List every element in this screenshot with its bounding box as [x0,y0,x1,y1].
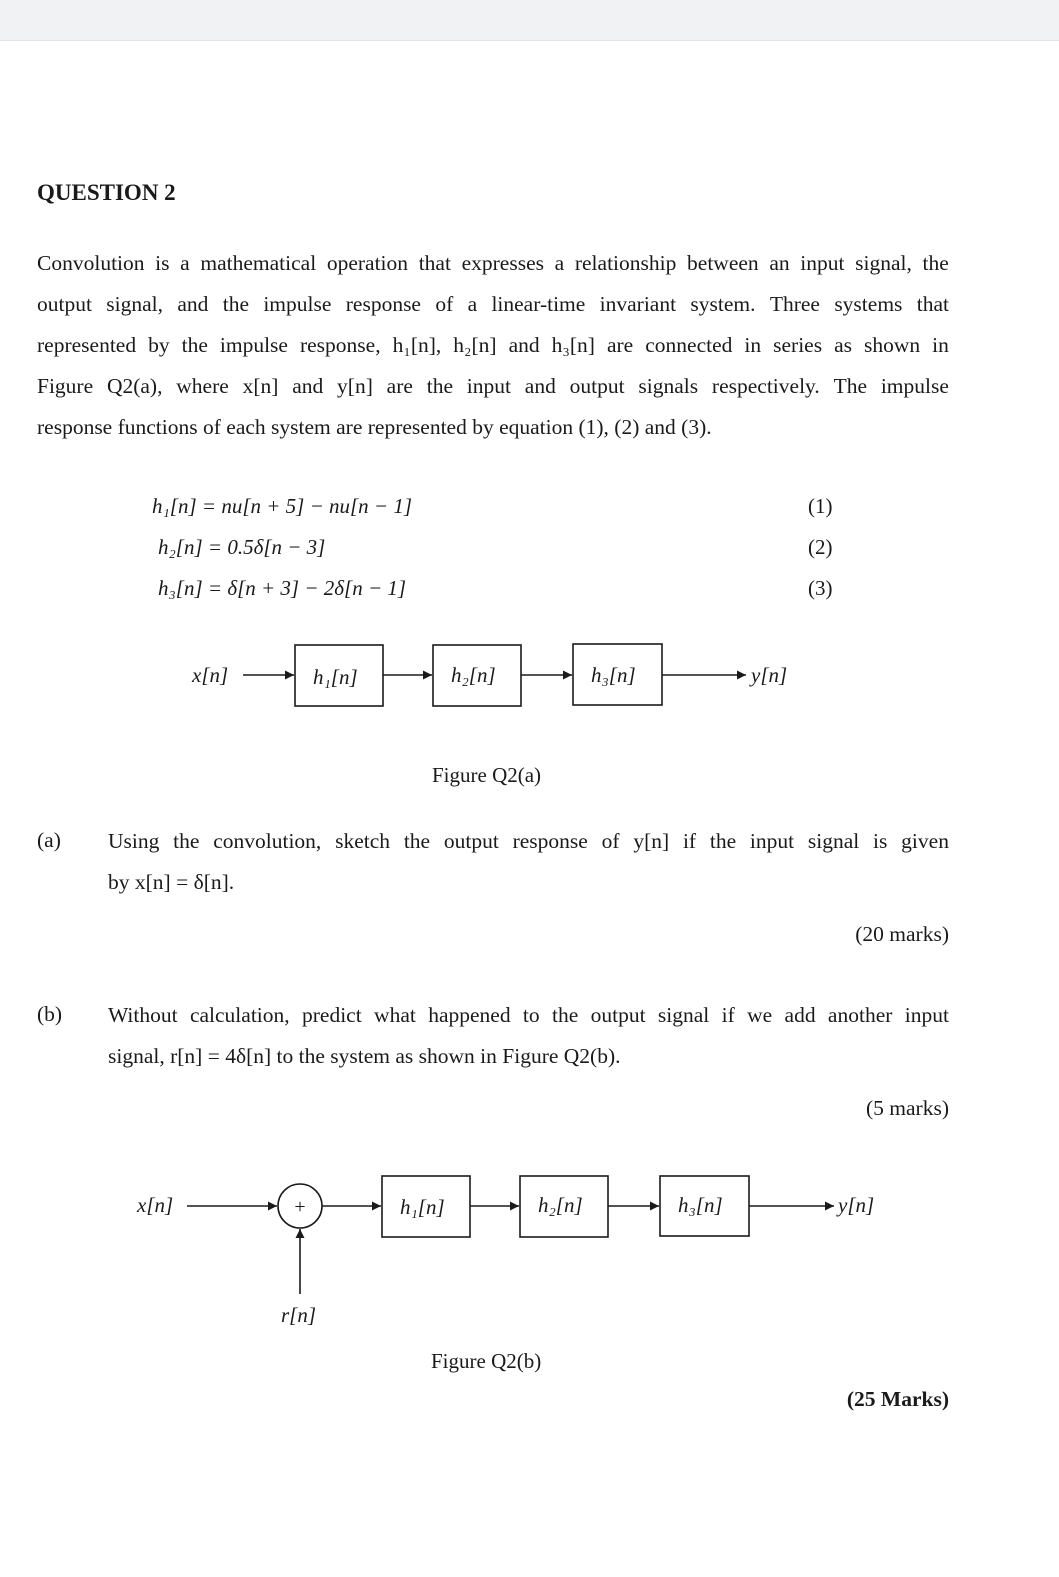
adder-plus-label: + [294,1196,306,1218]
figure-b-block-label-h1: h₁[n] [400,1195,445,1219]
equation-number-3: (3) [808,576,833,600]
part-b-text [108,995,949,1077]
part-b-label: (b) [37,1002,63,1026]
intro-line: response functions of each system are represented by equation (1), (2) and (3). [37,415,712,439]
part-b-marks: (5 marks) [866,1096,949,1120]
figure-a-caption: Figure Q2(a) [432,763,542,787]
equation-number-1: (1) [808,494,833,518]
figure-a-block-label-h3: h₃[n] [591,663,636,687]
figure-b-block-label-h2: h₂[n] [538,1193,583,1217]
part-a-text [108,821,949,903]
equation-number-2: (2) [808,535,833,559]
part-a-line: by x[n] = δ[n]. [108,870,235,894]
figure-a-output-label: y[n] [751,663,788,687]
part-b-line: Without calculation, predict what happened to the output signal if we add another input [108,1003,949,1027]
equation-2: h₂[n] = 0.5δ[n − 3] [158,535,326,559]
question-title: QUESTION 2 [37,180,176,205]
figure-b-input-label: x[n] [137,1193,174,1217]
figure-b-block-label-h3: h₃[n] [678,1193,723,1217]
total-marks: (25 Marks) [846,1387,949,1411]
equation-3: h₃[n] = δ[n + 3] − 2δ[n − 1] [158,576,407,600]
part-a-marks: (20 marks) [855,922,949,946]
figure-a-block-label-h2: h₂[n] [451,663,496,687]
figure-a-block-label-h1: h₁[n] [313,665,358,689]
intro-line: represented by the impulse response, h₁[n], h₂[n] and h₃[n] are connected in series as shown in [37,333,949,357]
intro-line: Figure Q2(a), where x[n] and y[n] are the input and output signals respectively. The impulse [37,374,949,398]
equation-1: h₁[n] = nu[n + 5] − nu[n − 1] [152,494,413,518]
part-a-label: (a) [37,828,61,852]
figure-b-caption: Figure Q2(b) [431,1349,542,1373]
part-b-line: signal, r[n] = 4δ[n] to the system as shown in Figure Q2(b). [108,1044,621,1068]
part-a-line: Using the convolution, sketch the output response of y[n] if the input signal is given [108,829,949,853]
intro-line: output signal, and the impulse response of a linear-time invariant system. Three systems that [37,292,949,316]
intro-line: Convolution is a mathematical operation that expresses a relationship between an input signal, the [37,251,949,275]
figure-a-input-label: x[n] [192,663,229,687]
figure-b-second-input-label: r[n] [281,1303,317,1327]
figure-b-output-label: y[n] [838,1193,875,1217]
